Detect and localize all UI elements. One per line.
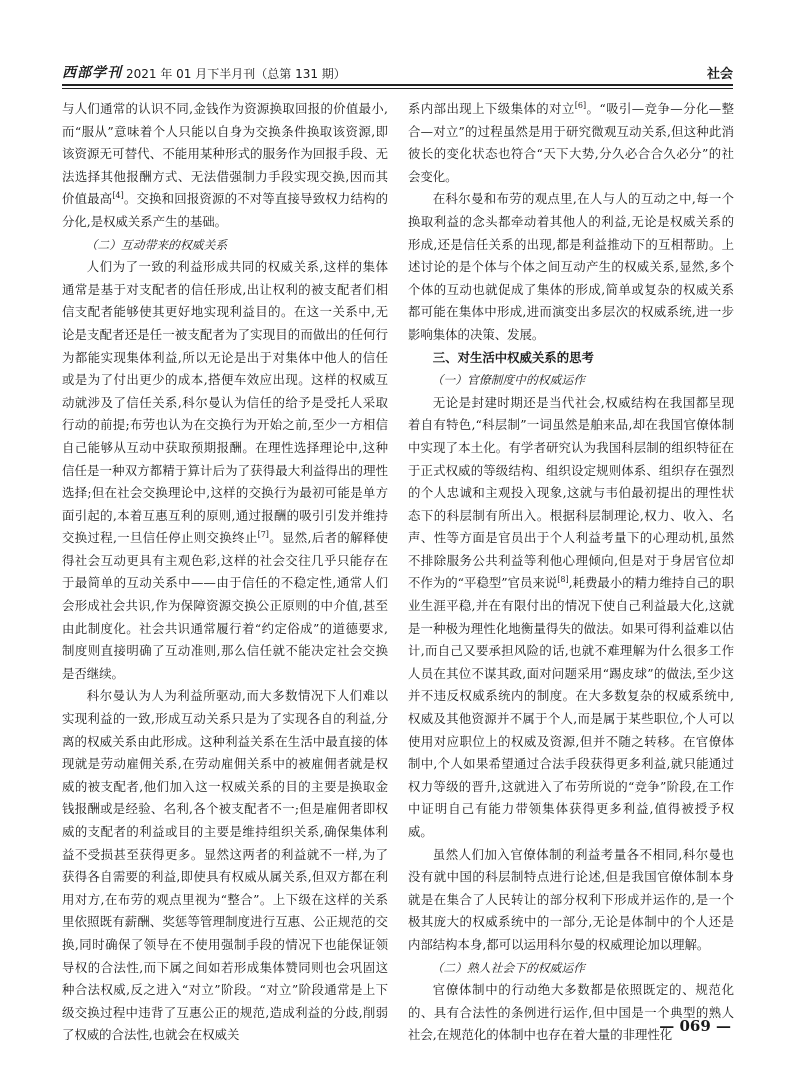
- paragraph: [408, 98, 734, 188]
- header-rule: [62, 84, 733, 89]
- journal-name: 西部学刊: [62, 65, 122, 81]
- paragraph: [62, 98, 388, 234]
- page-number: — 069 —: [659, 1017, 731, 1035]
- paragraph-text: （二）互动带来的权威关系: [85, 237, 228, 252]
- left-column: [62, 98, 389, 1043]
- body-columns: [62, 98, 734, 1043]
- paragraph-text-tail: 。“吸引—竞争—分化—整合—对立”的过程虽然是用于研究微观互动关系,但这种此消彼长的变化状态也符合“天下大势,分久必合合久必分”的社会变化。: [408, 101, 734, 184]
- paragraph: [408, 188, 734, 346]
- subsection-heading: [408, 957, 734, 980]
- subsection-heading: [62, 234, 388, 257]
- citation-ref: [7]: [257, 530, 269, 540]
- paragraph-text-tail: 。交换和回报资源的不对等直接导致权力结构的分化,是权威关系产生的基础。: [62, 191, 389, 229]
- citation-ref: [6]: [574, 100, 587, 110]
- citation-ref: [8]: [557, 575, 569, 585]
- paragraph: [408, 392, 734, 844]
- paragraph-text: 与人们通常的认识不同,金钱作为资源换取回报的价值最小,而“服从”意味着个人只能以自身为交换条件换取该资源,即该资源无可替代、不能用某种形式的服务作为回报手段、无法选择其他报酬方式、无法借强制力手段实现交换,因而其价值最高: [62, 101, 388, 207]
- paragraph-text: （二）熟人社会下的权威运作: [431, 960, 585, 975]
- citation-ref: [4]: [112, 191, 124, 201]
- subsection-heading: [408, 369, 734, 392]
- paragraph: [408, 844, 734, 957]
- paragraph-text: 科尔曼认为人为利益所驱动,而大多数情况下人们难以实现利益的一致,形成互动关系只是为了实现各自的利益,分离的权威关系由此形成。这种利益关系在生活中最直接的体现就是劳动雇佣关系,在劳动雇佣关系中的被雇佣者就是权威的被支配者,他们加入这一权威关系的目的主要是换取金钱报酬或是经验、名利,各个被支配者不一;但是雇佣者即权威的支配者的利益或目的主要是维持组织关系,确保集体利益不受损甚至获得更多。显然这两者的利益就不一样,为了获得各自需要的利益,即使具有权威从属关系,但双方都在利用对方,在布劳的观点里视为“整合”。上下级在这样的关系里依照既有薪酬、奖惩等管理制度进行互惠、公正规范的交换,同时确保了领导在不使用强制手段的情况下也能保证领导权的合法性,而下属之间如若形成集体赞同则也会巩固这种合法权威,反之进入“对立”阶段。“对立”阶段通常是上下级交换过程中违背了互惠公正的规范,造成利益的分歧,削弱了权威的合法性,也就会在权威关: [62, 688, 388, 1043]
- paragraph-text: 虽然人们加入官僚体制的利益考量各不相同,科尔曼也没有就中国的科层制特点进行论述,但是我国官僚体制本身就是在集合了人民转让的部分权利下形成并运作的,是一个极其庞大的权威系统中的一部分,无论是体制中的个人还是内部结构本身,都可以运用科尔曼的权威理论加以理解。: [408, 846, 734, 952]
- paragraph-text: 三、对生活中权威关系的思考: [432, 349, 594, 365]
- paragraph: [62, 256, 388, 685]
- paragraph-text: 无论是封建时期还是当代社会,权威结构在我国都呈现着自有特色,“科层制”一词虽然是舶来品,却在我国官僚体制中实现了本土化。有学者研究认为我国科层制的组织特征在于正式权威的等级结构、组织设定规则体系、组织存在强烈的个人忠诚和主观投入现象,这就与韦伯最初提出的理性状态下的科层制有所出入。根据科层制理论,权力、收入、名声、性等方面是官员出于个人利益考量下的心理动机,虽然不排除服务公共利益等利他心理倾向,但是对于身居官位却不作为的“平稳型”官员来说: [408, 394, 734, 591]
- issue-info: 2021 年 01 月下半月刊（总第 131 期）: [126, 67, 346, 81]
- paragraph-text: （一）官僚制度中的权威运作: [431, 373, 585, 388]
- running-header: [62, 62, 733, 82]
- paragraph-text: 在科尔曼和布劳的观点里,在人与人的互动之中,每一个换取利益的念头都牵动着其他人的利益,无论是权威关系的形成,还是信任关系的出现,都是利益推动下的互相帮助。上述讨论的是个体与个体之间互动产生的权威关系,显然,多个个体的互动也就促成了集体的形成,简单或复杂的权威关系都可能在集体中形成,进而演变出多层次的权威系统,进一步影响集体的决策、发展。: [408, 191, 734, 342]
- section-heading: [408, 347, 734, 370]
- paragraph: [408, 979, 734, 1047]
- paragraph-text: 系内部出现上下级集体的对立: [408, 101, 575, 116]
- paragraph: [62, 685, 388, 1047]
- paragraph-text: 人们为了一致的利益形成共同的权威关系,这样的集体通常是基于对支配者的信任形成,出让权利的被支配者们相信支配者能够使其更好地实现利益目的。在这一关系中,无论是支配者还是任一被支配者为了实现目的而做出的任何行为都能实现集体利益,所以无论是出于对集体中他人的信任或是为了付出更少的成本,搭便车效应出现。这样的权威互动就涉及了信任关系,科尔曼认为信任的给予是受托人采取行动的前提;布劳也认为在交换行为开始之前,至少一方相信自己能够从互动中获取预期报酬。在理性选择理论中,这种信任是一种双方都精于算计后为了获得最大利益得出的理性选择;但在社会交换理论中,这样的交换行为最初可能是单方面引起的,本着互惠互利的原则,通过报酬的吸引引发并维持交换过程,一旦信任停止则交换终止: [62, 259, 388, 546]
- paragraph-text: 官僚体制中的行动绝大多数都是依照既定的、规范化的、具有合法性的条例进行运作,但中国是一个典型的熟人社会,在规范化的体制中也存在着大量的非理性化: [408, 982, 734, 1043]
- section-name: 社会: [706, 67, 733, 82]
- header-left: [62, 62, 346, 82]
- right-column: [408, 98, 734, 1043]
- paragraph-text-tail: 。显然,后者的解释使得社会互动更具有主观色彩,这样的社会交往几乎只能存在于最简单的互动关系中——由于信任的不稳定性,通常人们会形成社会共识,作为保障资源交换公正原则的中介值,甚至由此制度化。社会共识通常履行着“约定俗成”的道德要求,制度则直接明确了互动准则,那么信任就不能决定社会交换是否继续。: [62, 530, 388, 681]
- paragraph-text-tail: ,耗费最小的精力维持自己的职业生涯平稳,并在有限付出的情况下使自己利益最大化,这就是一种极为理性化地衡量得失的做法。如果可得利益难以估计,而自己又要承担风险的话,也就不难理解为什么很多工作人员在其位不谋其政,面对问题采用“踢皮球”的做法,至少这并不违反权威系统内的制度。在大多数复杂的权威系统中,权威及其他资源并不属于个人,而是属于某些职位,个人可以使用对应职位上的权威及资源,但并不随之转移。在官僚体制中,个人如果希望通过合法手段获得更多利益,就只能通过权力等级的晋升,这就进入了布劳所说的“竞争”阶段,在工作中证明自己有能力带领集体获得更多利益,值得被授予权威。: [408, 575, 734, 839]
